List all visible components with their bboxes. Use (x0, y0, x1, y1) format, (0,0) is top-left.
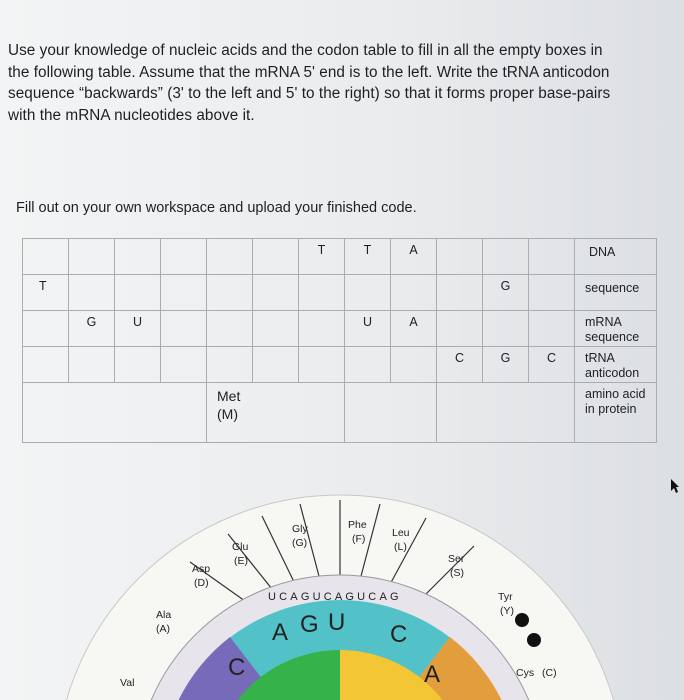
cell[interactable] (161, 347, 207, 383)
cell[interactable] (253, 239, 299, 275)
cell[interactable]: T (23, 275, 69, 311)
inner-base-a2: A (424, 661, 441, 688)
row-label-dna: DNA (575, 239, 657, 275)
mouse-cursor-icon (670, 478, 680, 494)
upload-note: Fill out on your own workspace and upload your finished code. (16, 200, 417, 216)
codon-table (22, 238, 657, 443)
label-ala-abbr: (A) (156, 623, 170, 635)
cell[interactable]: A (391, 311, 437, 347)
cell[interactable]: G (483, 347, 529, 383)
instructions-line-4: with the mRNA nucleotides above it. (8, 106, 255, 124)
cell[interactable] (23, 239, 69, 275)
cell[interactable] (437, 239, 483, 275)
inner-base-c: C (390, 621, 408, 648)
cell[interactable] (253, 311, 299, 347)
instructions-line-1: Use your knowledge of nucleic acids and the codon table to fill in all the empty boxes in (8, 42, 603, 59)
cell[interactable]: C (437, 347, 483, 383)
amino-cell[interactable] (345, 383, 437, 443)
trna-row (23, 347, 657, 383)
cell[interactable] (69, 275, 115, 311)
cell[interactable]: U (345, 311, 391, 347)
label-leu-abbr: (L) (394, 541, 407, 553)
codon-wheel-svg (0, 470, 684, 700)
amino-cell-met[interactable] (207, 383, 345, 443)
inner-base-c2: C (228, 654, 246, 681)
middle-ring-letters: UCAGUCAGUCAG (268, 591, 402, 603)
cell[interactable] (69, 239, 115, 275)
row-label-trna: tRNA anticodon (575, 347, 657, 383)
cell[interactable]: T (299, 239, 345, 275)
codon-wheel (0, 470, 684, 700)
stop-dot-2 (527, 633, 541, 647)
row-label-sequence: sequence (575, 275, 657, 311)
label-gly: Gly (292, 523, 308, 535)
label-tyr: Tyr (498, 591, 513, 603)
cell[interactable] (299, 311, 345, 347)
cell[interactable] (207, 239, 253, 275)
label-asp: Asp (192, 563, 211, 575)
cell[interactable] (207, 311, 253, 347)
cell[interactable] (529, 311, 575, 347)
met-name: Met (217, 388, 241, 404)
amino-cell[interactable] (23, 383, 207, 443)
label-val: Val (120, 677, 135, 689)
cell[interactable] (115, 275, 161, 311)
cell[interactable] (253, 347, 299, 383)
cell[interactable] (437, 311, 483, 347)
cell[interactable] (529, 239, 575, 275)
row-label-mrna: mRNA sequence (575, 311, 657, 347)
label-gly-abbr: (G) (292, 537, 308, 549)
cell[interactable] (161, 239, 207, 275)
label-asp-abbr: (D) (194, 577, 209, 589)
met-abbr: (M) (217, 406, 238, 422)
cell[interactable] (299, 275, 345, 311)
dna-row (23, 239, 657, 275)
cell[interactable] (207, 275, 253, 311)
stop-dot-1 (515, 613, 529, 627)
amino-cell[interactable] (437, 383, 575, 443)
label-glu-abbr: (E) (234, 555, 248, 567)
cell[interactable]: T (345, 239, 391, 275)
instructions-line-3: sequence “backwards” (3' to the left and 5' to the right) so that it forms proper base-pairs (8, 85, 611, 102)
cell[interactable] (69, 347, 115, 383)
label-glu: Glu (232, 541, 249, 553)
cell[interactable] (23, 311, 69, 347)
label-cys: Cys (516, 667, 535, 679)
cell[interactable] (391, 347, 437, 383)
inner-base-a: A (272, 619, 289, 646)
cell[interactable]: C (529, 347, 575, 383)
instructions-line-2: the following table. Assume that the mRNA 5' end is to the left. Write the tRNA anticodon (8, 63, 610, 81)
cell[interactable] (299, 347, 345, 383)
cell[interactable]: U (115, 311, 161, 347)
cell[interactable] (391, 275, 437, 311)
cell[interactable] (345, 347, 391, 383)
cell[interactable] (23, 347, 69, 383)
label-ser-abbr: (S) (450, 567, 464, 579)
instructions-paragraph (8, 40, 680, 126)
dna-sequence-row (23, 275, 657, 311)
label-cys-abbr: (C) (542, 667, 557, 679)
cell[interactable] (529, 275, 575, 311)
cell[interactable] (161, 275, 207, 311)
mrna-row (23, 311, 657, 347)
cell[interactable] (345, 275, 391, 311)
cell[interactable]: G (483, 275, 529, 311)
cell[interactable] (207, 347, 253, 383)
cell[interactable] (437, 275, 483, 311)
cell[interactable] (115, 347, 161, 383)
cell[interactable]: A (391, 239, 437, 275)
cell[interactable] (115, 239, 161, 275)
cell[interactable]: G (69, 311, 115, 347)
label-ser: Ser (448, 553, 465, 565)
cell[interactable] (161, 311, 207, 347)
row-label-amino: amino acid in protein (575, 383, 657, 443)
label-ala: Ala (156, 609, 172, 621)
cell[interactable] (483, 239, 529, 275)
inner-base-u: U (328, 609, 346, 636)
label-phe: Phe (348, 519, 367, 531)
amino-acid-row (23, 383, 657, 443)
inner-base-g: G (300, 611, 319, 638)
cell[interactable] (483, 311, 529, 347)
label-leu: Leu (392, 527, 410, 539)
label-tyr-abbr: (Y) (500, 605, 514, 617)
label-phe-abbr: (F) (352, 533, 366, 545)
cell[interactable] (253, 275, 299, 311)
